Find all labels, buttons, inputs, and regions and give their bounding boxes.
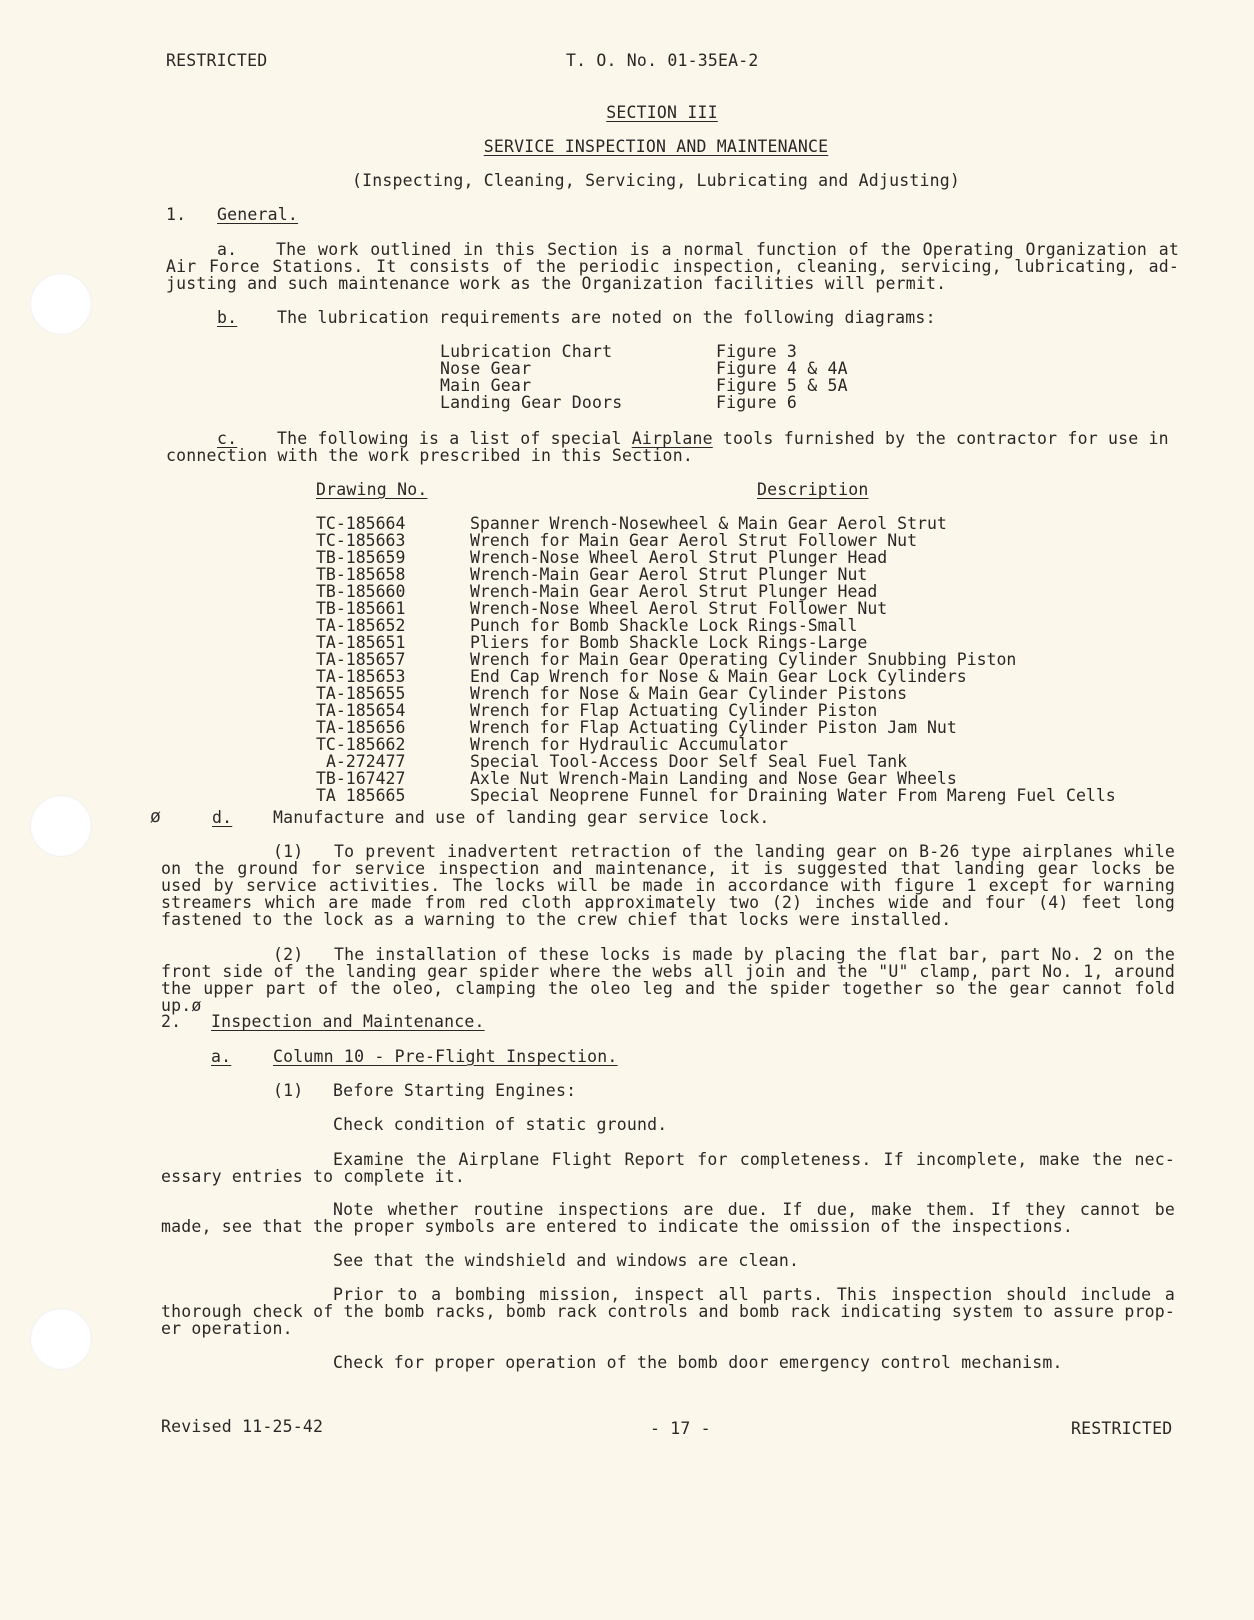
paragraph-1c-line2: connection with the work prescribed in this Section. [166,446,693,465]
paragraph-1d1-line: To prevent inadvertent retraction of the landing gear on B-26 type airplanes while [334,842,1175,861]
diagram-name: Lubrication Chart [440,342,613,361]
table-row [316,566,405,583]
section-subtitle: (Inspecting, Cleaning, Servicing, Lubricating and Adjusting) [351,171,961,190]
tool-description: Wrench for Hydraulic Accumulator [470,735,788,754]
paragraph-1d1-label: (1) [273,842,304,861]
diagram-figure: Figure 5 & 5A [716,376,848,395]
tool-description: Pliers for Bomb Shackle Lock Rings-Large [470,633,868,652]
tool-drawing-no: TB-185658 [316,565,406,584]
table-row [316,787,405,804]
tool-description: Wrench for Flap Actuating Cylinder Piston Jam Nut [470,718,957,737]
punch-hole-top [30,273,92,335]
tool-description: Wrench-Main Gear Aerol Strut Plunger Head [470,582,878,601]
paragraph-2-heading: Inspection and Maintenance. [211,1012,485,1031]
table-row [316,549,405,566]
tool-description: Wrench for Main Gear Aerol Strut Follower Nut [470,531,918,550]
paragraph-1a-line: justing and such maintenance work as the Organization facilities will permit. [166,274,947,293]
tool-drawing-no: TB-185661 [316,599,406,618]
tool-drawing-no: TB-167427 [316,769,406,788]
paragraph-1d2-label: (2) [273,945,304,964]
paragraph-1-heading: General. [217,205,299,224]
diagram-name: Landing Gear Doors [440,393,623,412]
tool-description: Wrench for Main Gear Operating Cylinder Snubbing Piston [470,650,1017,669]
inspection-item: Check for proper operation of the bomb door emergency control mechanism. [333,1353,1063,1372]
revision-mark: ø [150,806,161,827]
paragraph-1c-line1 [277,430,1169,447]
tool-description: Wrench for Nose & Main Gear Cylinder Pistons [470,684,908,703]
paragraph-1d-text: Manufacture and use of landing gear service lock. [273,808,770,827]
paragraph-1d2-line: the upper part of the oleo, clamping the oleo leg and the spider together so the gear cannot fold up.ø [161,979,1175,1015]
paragraph-2a1-label: (1) [273,1081,304,1100]
tool-drawing-no: TA-185656 [316,718,406,737]
tool-description: Spanner Wrench-Nosewheel & Main Gear Aerol Strut [470,514,947,533]
paragraph-1b-label: b. [217,308,238,327]
table-row [316,617,405,634]
inspection-item [161,1286,1175,1337]
paragraph-1a-label: a. [217,240,238,259]
paragraph-1d1-line: used by service activities. The locks will be made in accordance with figure 1 except for warning [161,876,1175,895]
header-classification: RESTRICTED [166,51,268,70]
table-row [316,736,405,753]
tool-drawing-no: TA-185652 [316,616,406,635]
tool-description: Wrench-Main Gear Aerol Strut Plunger Nut [470,565,868,584]
paragraph-1-number: 1. [166,205,187,224]
tool-drawing-no: TA-185651 [316,633,406,652]
tool-drawing-no: TC-185662 [316,735,406,754]
section-title: SERVICE INSPECTION AND MAINTENANCE [483,137,829,156]
paragraph-1d2-line: front side of the landing gear spider where the webs all join and the "U" clamp, part No. 1, around [161,962,1175,981]
inspection-item-line: made, see that the proper symbols are entered to indicate the omission of the inspections. [161,1217,1074,1236]
table-row [316,685,405,702]
inspection-item-line: Examine the Airplane Flight Report for completeness. If incomplete, make the nec- [333,1150,1175,1169]
table-row [326,753,405,770]
tool-drawing-no: TB-185660 [316,582,406,601]
table-row [316,600,405,617]
tool-description: Wrench-Nose Wheel Aerol Strut Follower Nut [470,599,888,618]
table-row [316,634,405,651]
table-row [316,719,405,736]
inspection-item-line: essary entries to complete it. [161,1167,466,1186]
paragraph-1d1-line: on the ground for service inspection and maintenance, it is suggested that landing gear locks be [161,859,1175,878]
tool-drawing-no: A-272477 [326,752,406,771]
paragraph-1b-text: The lubrication requirements are noted on the following diagrams: [277,308,936,327]
paragraph-1c-line1-pre: The following is a list of special [277,429,632,448]
footer-classification: RESTRICTED [1071,1419,1173,1438]
paragraph-1c-line1-post: tools furnished by the contractor for use in [712,429,1169,448]
tool-description: Punch for Bomb Shackle Lock Rings-Small [470,616,858,635]
table-row [316,651,405,668]
inspection-item [161,1151,1175,1185]
diagram-figure: Figure 6 [716,393,798,412]
paragraph-2-number: 2. [161,1012,182,1031]
inspection-item-line: thorough check of the bomb racks, bomb rack controls and bomb rack indicating system to assure prop- [161,1302,1175,1321]
tool-drawing-no: TA-185653 [316,667,406,686]
paragraph-1c-line1-underlined: Airplane [631,429,713,448]
paragraph-1d2-text [161,945,1175,1015]
tool-drawing-no: TB-185659 [316,548,406,567]
tool-description: Special Neoprene Funnel for Draining Water From Mareng Fuel Cells [470,786,1116,805]
paragraph-2a1-heading: Before Starting Engines: [333,1081,577,1100]
tools-header-description: Description [757,480,869,499]
paragraph-1a-text [166,241,1179,292]
inspection-item-line: Note whether routine inspections are due. If due, make them. If they cannot be [333,1200,1175,1219]
paragraph-2a-label: a. [211,1047,232,1066]
table-row [316,583,405,600]
punch-hole-bottom [30,1308,92,1370]
diagram-figure: Figure 3 [716,342,798,361]
table-row [316,532,405,549]
inspection-item-line: er operation. [161,1319,293,1338]
header-tech-order-number: T. O. No. 01-35EA-2 [566,51,759,70]
punch-hole-middle [30,795,92,857]
tool-description: Wrench-Nose Wheel Aerol Strut Plunger Head [470,548,888,567]
diagram-name: Nose Gear [440,359,532,378]
table-row [316,668,405,685]
section-number: SECTION III [606,103,718,122]
paragraph-1d-label: d. [212,808,233,827]
paragraph-1c-label: c. [217,429,238,448]
tool-description: Axle Nut Wrench-Main Landing and Nose Gear Wheels [470,769,957,788]
inspection-item [161,1201,1175,1235]
tool-drawing-no: TC-185663 [316,531,406,550]
tool-drawing-no: TA-185657 [316,650,406,669]
tool-description: Special Tool-Access Door Self Seal Fuel Tank [470,752,908,771]
tool-description: End Cap Wrench for Nose & Main Gear Lock Cylinders [470,667,967,686]
tool-drawing-no: TA-185655 [316,684,406,703]
table-row [316,702,405,719]
table-row [316,515,405,532]
footer-revision-date: Revised 11-25-42 [161,1417,324,1436]
tool-drawing-no: TC-185664 [316,514,406,533]
footer-page-number: - 17 - [650,1419,711,1438]
table-row [316,770,405,787]
diagram-figure: Figure 4 & 4A [716,359,848,378]
paragraph-1d1-line: fastened to the lock as a warning to the crew chief that locks were installed. [161,910,952,929]
paragraph-1a-line: The work outlined in this Section is a normal function of the Operating Organization at [276,240,1179,259]
tool-drawing-no: TA-185654 [316,701,406,720]
tools-header-drawing-no: Drawing No. [316,480,428,499]
paragraph-1d1-line: streamers which are made from red cloth approximately two (2) inches wide and four (4) feet long [161,893,1175,912]
inspection-item: See that the windshield and windows are clean. [333,1251,800,1270]
paragraph-1d2-line: The installation of these locks is made by placing the flat bar, part No. 2 on the [334,945,1175,964]
diagram-name: Main Gear [440,376,532,395]
tool-drawing-no: TA 185665 [316,786,406,805]
tool-description: Wrench for Flap Actuating Cylinder Piston [470,701,878,720]
inspection-item-line: Prior to a bombing mission, inspect all parts. This inspection should include a [333,1285,1175,1304]
paragraph-1d1-text [161,843,1175,928]
paragraph-2a-heading: Column 10 - Pre-Flight Inspection. [273,1047,618,1066]
paragraph-1a-line: Air Force Stations. It consists of the periodic inspection, cleaning, servicing, lubricating, ad- [166,257,1179,276]
inspection-item: Check condition of static ground. [333,1115,668,1134]
